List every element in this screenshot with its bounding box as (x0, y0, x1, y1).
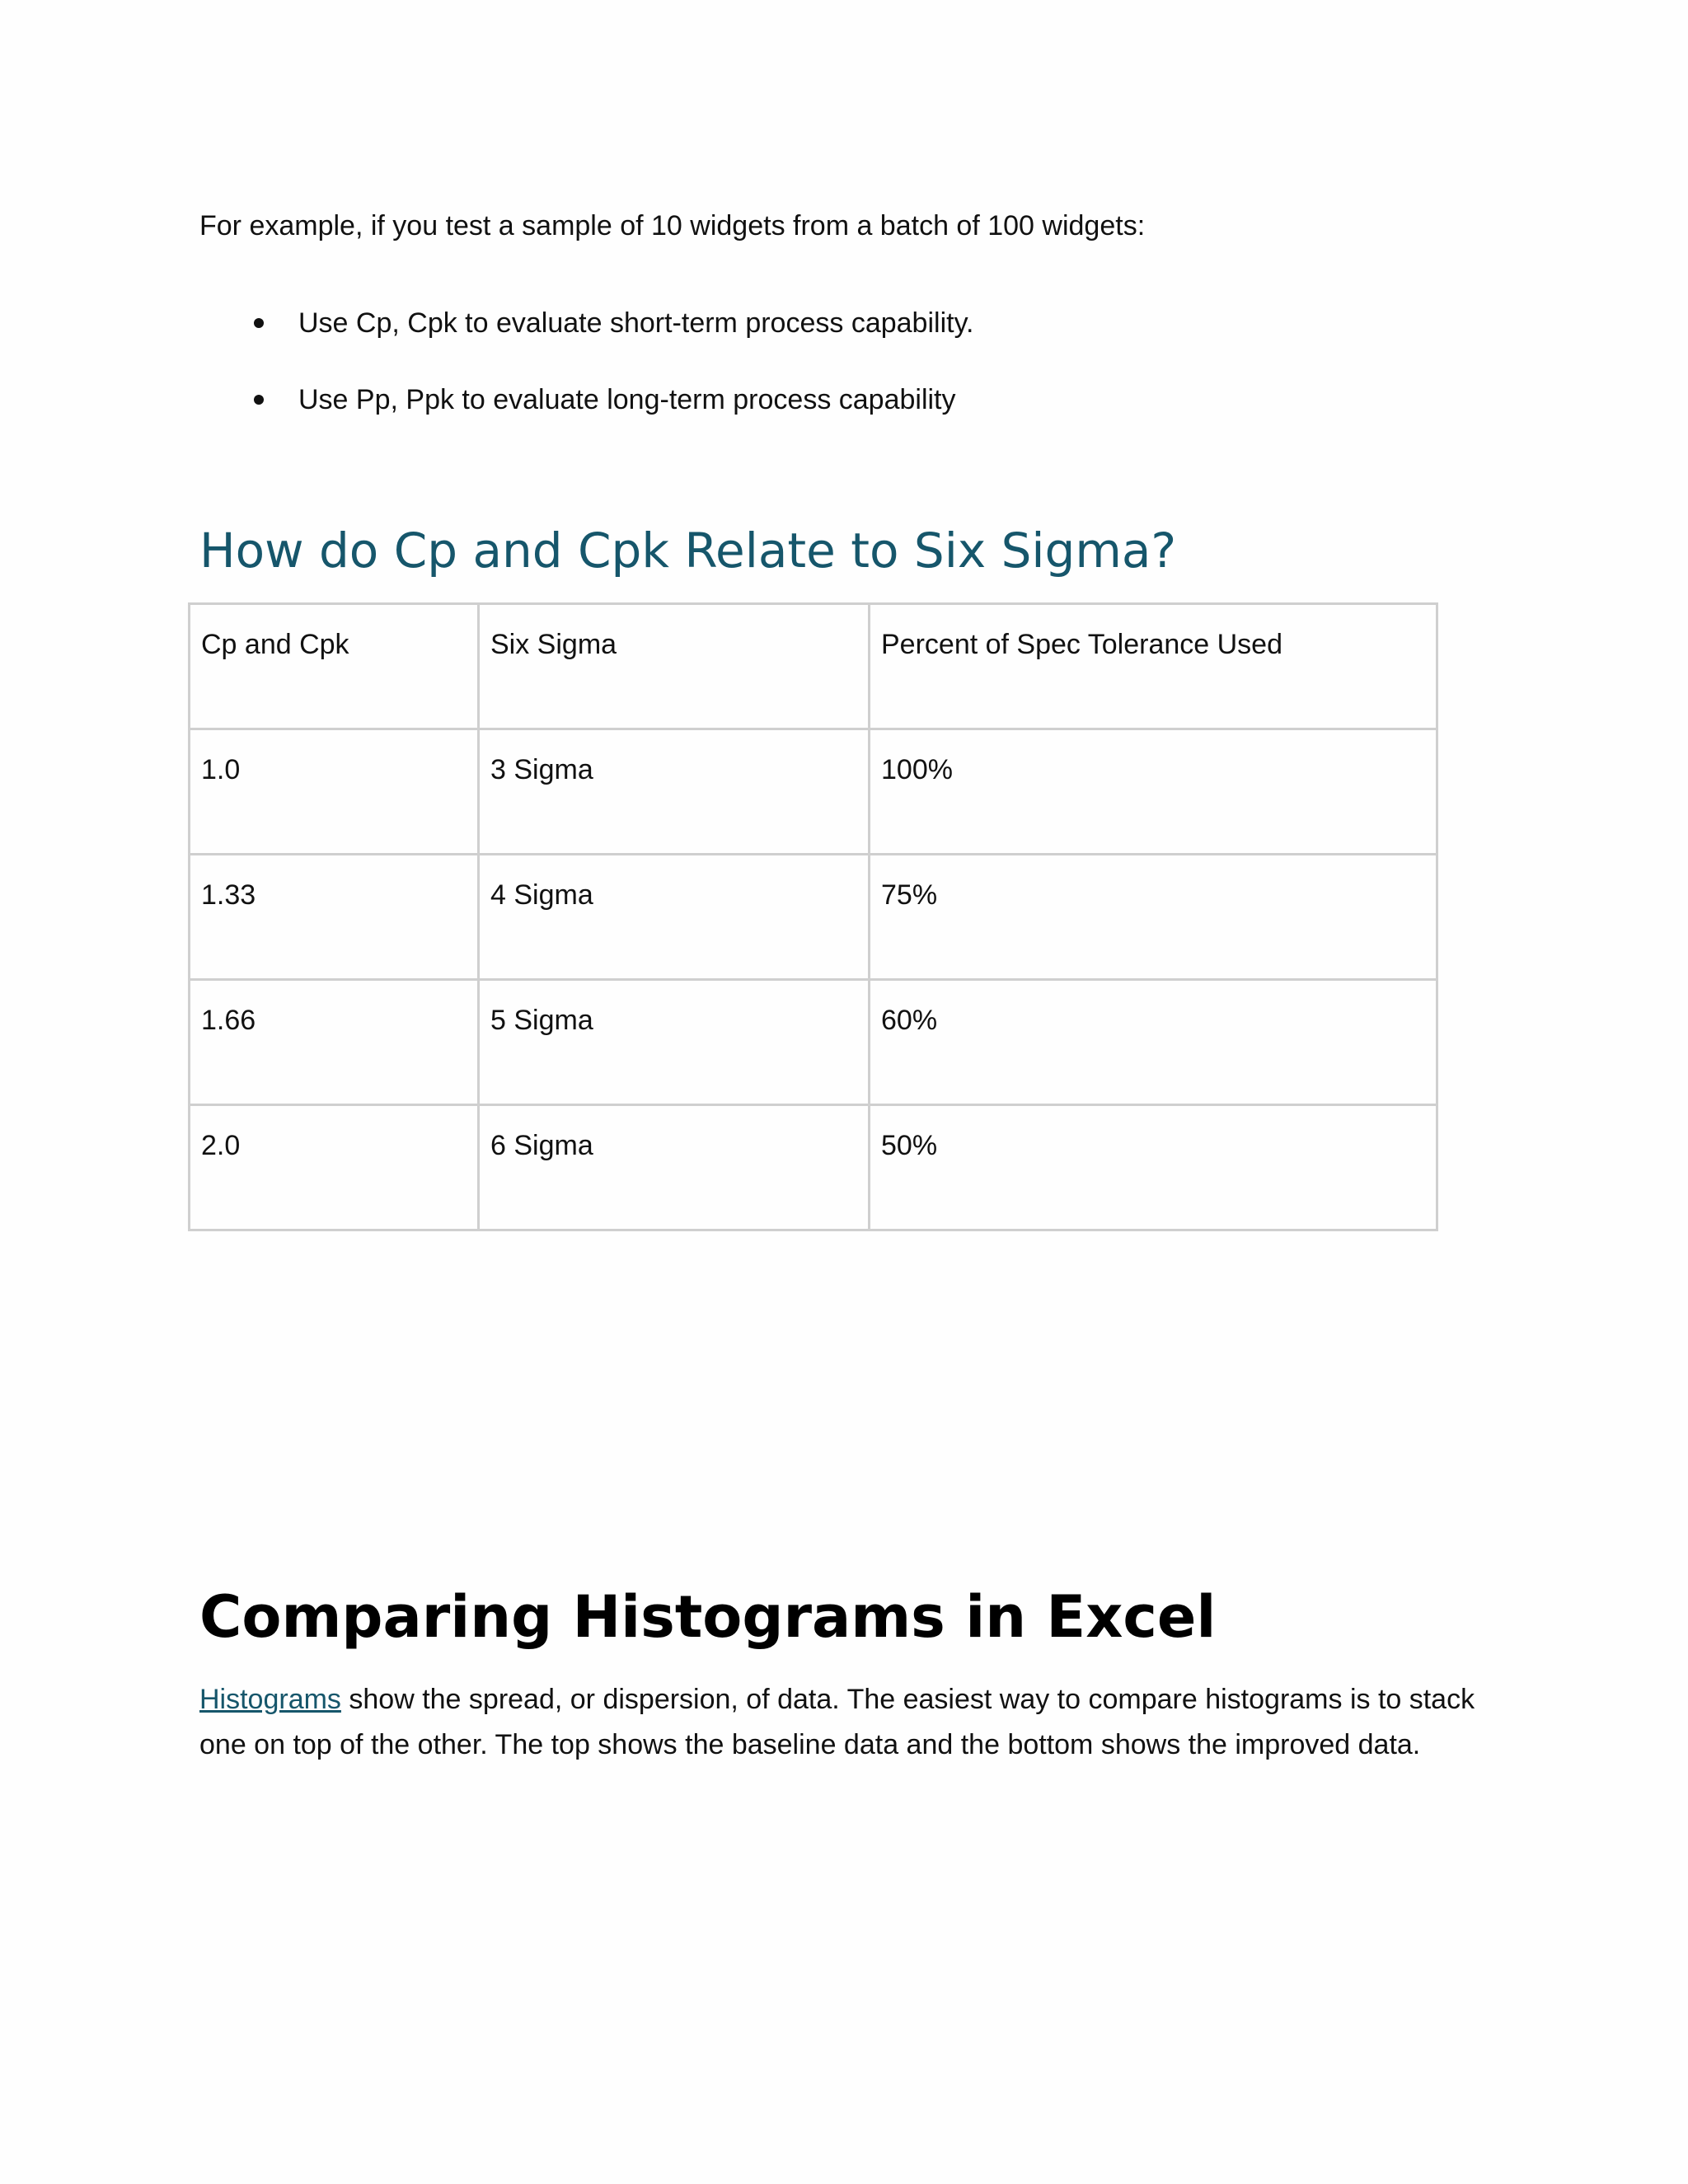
bullet-text: Use Cp, Cpk to evaluate short-term process capability. (298, 307, 974, 339)
table-row (190, 855, 1437, 980)
table-cell: 1.0 (190, 729, 479, 855)
table-header-cell: Percent of Spec Tolerance Used (870, 604, 1437, 729)
bullet-dot-icon (254, 395, 264, 405)
table-row (190, 729, 1437, 855)
table-cell: 5 Sigma (479, 980, 870, 1105)
table-cell: 75% (870, 855, 1437, 980)
table-row (190, 980, 1437, 1105)
table-cell: 50% (870, 1105, 1437, 1230)
table-cell: 4 Sigma (479, 855, 870, 980)
histograms-paragraph (199, 1677, 1493, 1768)
table-cell: 6 Sigma (479, 1105, 870, 1230)
six-sigma-heading: How do Cp and Cpk Relate to Six Sigma? (199, 523, 1177, 579)
table-row (190, 1105, 1437, 1230)
histograms-link[interactable]: Histograms (199, 1684, 341, 1715)
table-cell: 60% (870, 980, 1437, 1105)
bullet-item-short-term (199, 302, 974, 344)
table-header-cell: Six Sigma (479, 604, 870, 729)
intro-paragraph: For example, if you test a sample of 10 widgets from a batch of 100 widgets: (199, 210, 1146, 241)
table-cell: 1.33 (190, 855, 479, 980)
bullet-item-long-term (199, 378, 974, 421)
table-cell: 100% (870, 729, 1437, 855)
table-header-row (190, 604, 1437, 729)
bullet-dot-icon (254, 318, 264, 328)
table-cell: 3 Sigma (479, 729, 870, 855)
capability-bullet-list (199, 302, 974, 455)
table-cell: 1.66 (190, 980, 479, 1105)
cp-six-sigma-table (188, 602, 1438, 1231)
histograms-heading: Comparing Histograms in Excel (199, 1583, 1217, 1651)
bullet-text: Use Pp, Ppk to evaluate long-term process capability (298, 384, 956, 415)
table-cell: 2.0 (190, 1105, 479, 1230)
table-header-cell: Cp and Cpk (190, 604, 479, 729)
histograms-body-text: show the spread, or dispersion, of data. The easiest way to compare histograms is to stack one on top of the other. The top shows the baseline data and the bottom shows the improved data. (199, 1684, 1475, 1760)
